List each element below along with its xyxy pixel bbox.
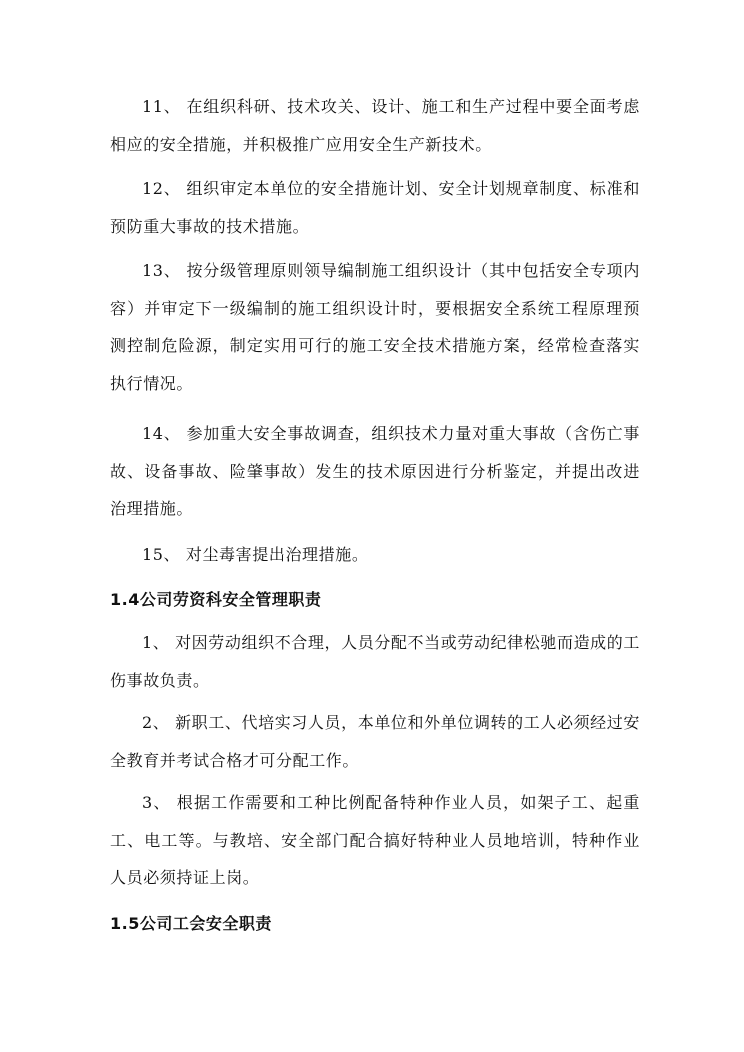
paragraph-item-3: 3、 根据工作需要和工种比例配备特种作业人员，如架子工、起重工、电工等。与教培、安全部门配合搞好特种业人员地培训，特种作业人员必须持证上岗。 xyxy=(110,793,640,887)
paragraph-item-12: 12、 组织审定本单位的安全措施计划、安全计划规章制度、标准和预防重大事故的技术措施。 xyxy=(110,179,640,236)
paragraph-item-1: 1、 对因劳动组织不合理，人员分配不当或劳动纪律松驰而造成的工伤事故负责。 xyxy=(110,633,640,690)
paragraph-item-11: 11、 在组织科研、技术攻关、设计、施工和生产过程中要全面考虑相应的安全措施，并积极推广应用安全生产新技术。 xyxy=(110,97,640,154)
section-heading-1-4: 1.4公司劳资科安全管理职责 xyxy=(110,590,322,609)
paragraph-item-13: 13、 按分级管理原则领导编制施工组织设计（其中包括安全专项内容）并审定下一级编制的施工组织设计时，要根据安全系统工程原理预测控制危险源，制定实用可行的施工安全技术措施方案，经常检查落实执行情况。 xyxy=(110,261,640,393)
paragraph-item-14: 14、 参加重大安全事故调查，组织技术力量对重大事故（含伤亡事故、设备事故、险肇事故）发生的技术原因进行分析鉴定，并提出改进治理措施。 xyxy=(110,424,640,518)
section-heading-1-5: 1.5公司工会安全职责 xyxy=(110,914,272,933)
paragraph-item-2: 2、 新职工、代培实习人员，本单位和外单位调转的工人必须经过安全教育并考试合格才可分配工作。 xyxy=(110,713,640,770)
paragraph-item-15: 15、 对尘毒害提出治理措施。 xyxy=(142,545,369,564)
